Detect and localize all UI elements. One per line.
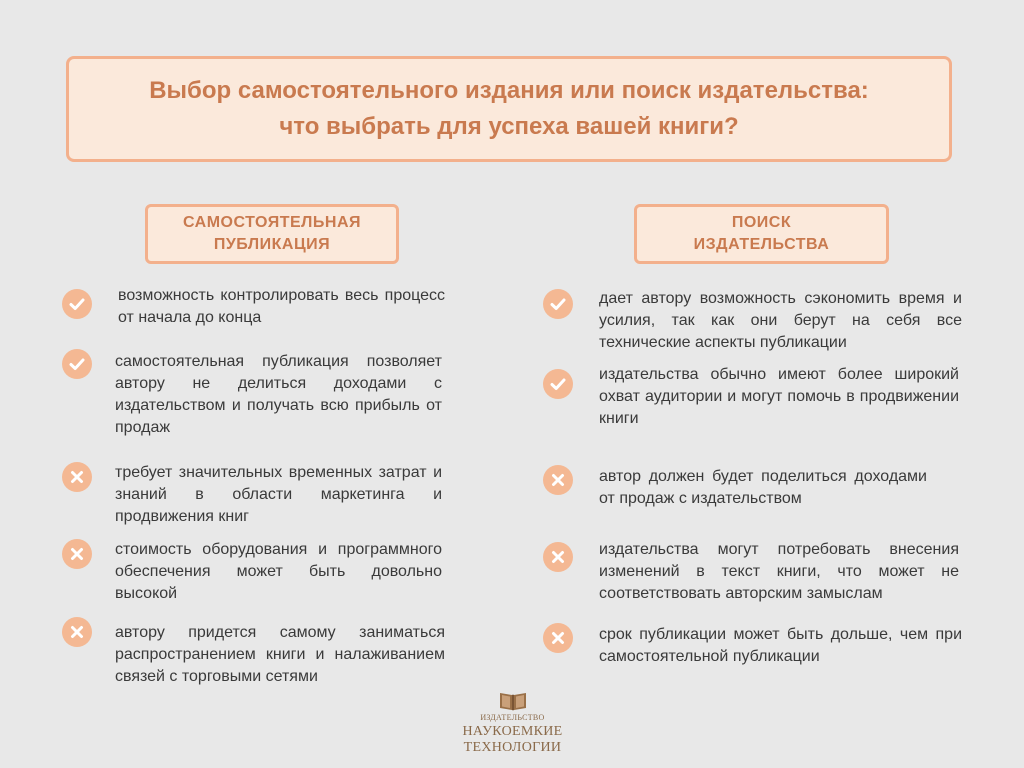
self-publishing-header	[145, 204, 399, 264]
self-publishing-header-line-1: САМОСТОЯТЕЛЬНАЯ	[182, 214, 362, 231]
self-publishing-item-text: требует значительных временных затрат и знаний в области маркетинга и продвижения книг	[115, 464, 442, 525]
publisher-logo	[455, 690, 570, 760]
title-box	[66, 56, 952, 162]
publisher-search-header-line-1: ПОИСК	[731, 214, 792, 231]
publisher-search-item-text: издательства могут потребовать внесения изменений в текст книги, что может не соответствовать авторским замыслам	[599, 541, 959, 602]
check-icon	[62, 349, 92, 379]
page-title-line-2: что выбрать для успеха вашей книги?	[279, 113, 739, 140]
self-publishing-item-text: самостоятельная публикация позволяет автору не делиться доходами с издательством и получать всю прибыль от продаж	[115, 353, 442, 436]
self-publishing-header-line-2: ПУБЛИКАЦИЯ	[213, 236, 331, 253]
logo-name-line-2: ТЕХНОЛОГИИ	[463, 740, 562, 755]
cross-icon	[62, 462, 92, 492]
publisher-search-item-text: издательства обычно имеют более широкий охват аудитории и могут помочь в продвижении книги	[599, 366, 959, 427]
book-icon	[498, 690, 528, 712]
publisher-search-item-text: срок публикации может быть дольше, чем при самостоятельной публикации	[599, 626, 962, 665]
page-title-line-1: Выбор самостоятельного издания или поиск издательства:	[149, 77, 869, 104]
self-publishing-item-text: возможность контролировать весь процесс от начала до конца	[118, 287, 445, 326]
cross-icon	[62, 617, 92, 647]
logo-name-line-1: НАУКОЕМКИЕ	[462, 724, 563, 739]
cross-icon	[543, 465, 573, 495]
cross-icon	[62, 539, 92, 569]
cross-icon	[543, 623, 573, 653]
self-publishing-item-text: стоимость оборудования и программного обеспечения может быть довольно высокой	[115, 541, 442, 602]
check-icon	[543, 369, 573, 399]
self-publishing-item-text: автору придется самому заниматься распространением книги и налаживанием связей с торговыми сетями	[115, 624, 445, 685]
publisher-search-item-text: автор должен будет поделиться доходами от продаж с издательством	[599, 468, 927, 507]
publisher-search-header	[634, 204, 889, 264]
publisher-search-header-line-2: ИЗДАТЕЛЬСТВА	[693, 236, 830, 253]
check-icon	[62, 289, 92, 319]
logo-publisher-label: ИЗДАТЕЛЬСТВО	[480, 713, 545, 722]
cross-icon	[543, 542, 573, 572]
publisher-search-item-text: дает автору возможность сэкономить время и усилия, так как они берут на себя все технические аспекты публикации	[599, 290, 962, 351]
check-icon	[543, 289, 573, 319]
